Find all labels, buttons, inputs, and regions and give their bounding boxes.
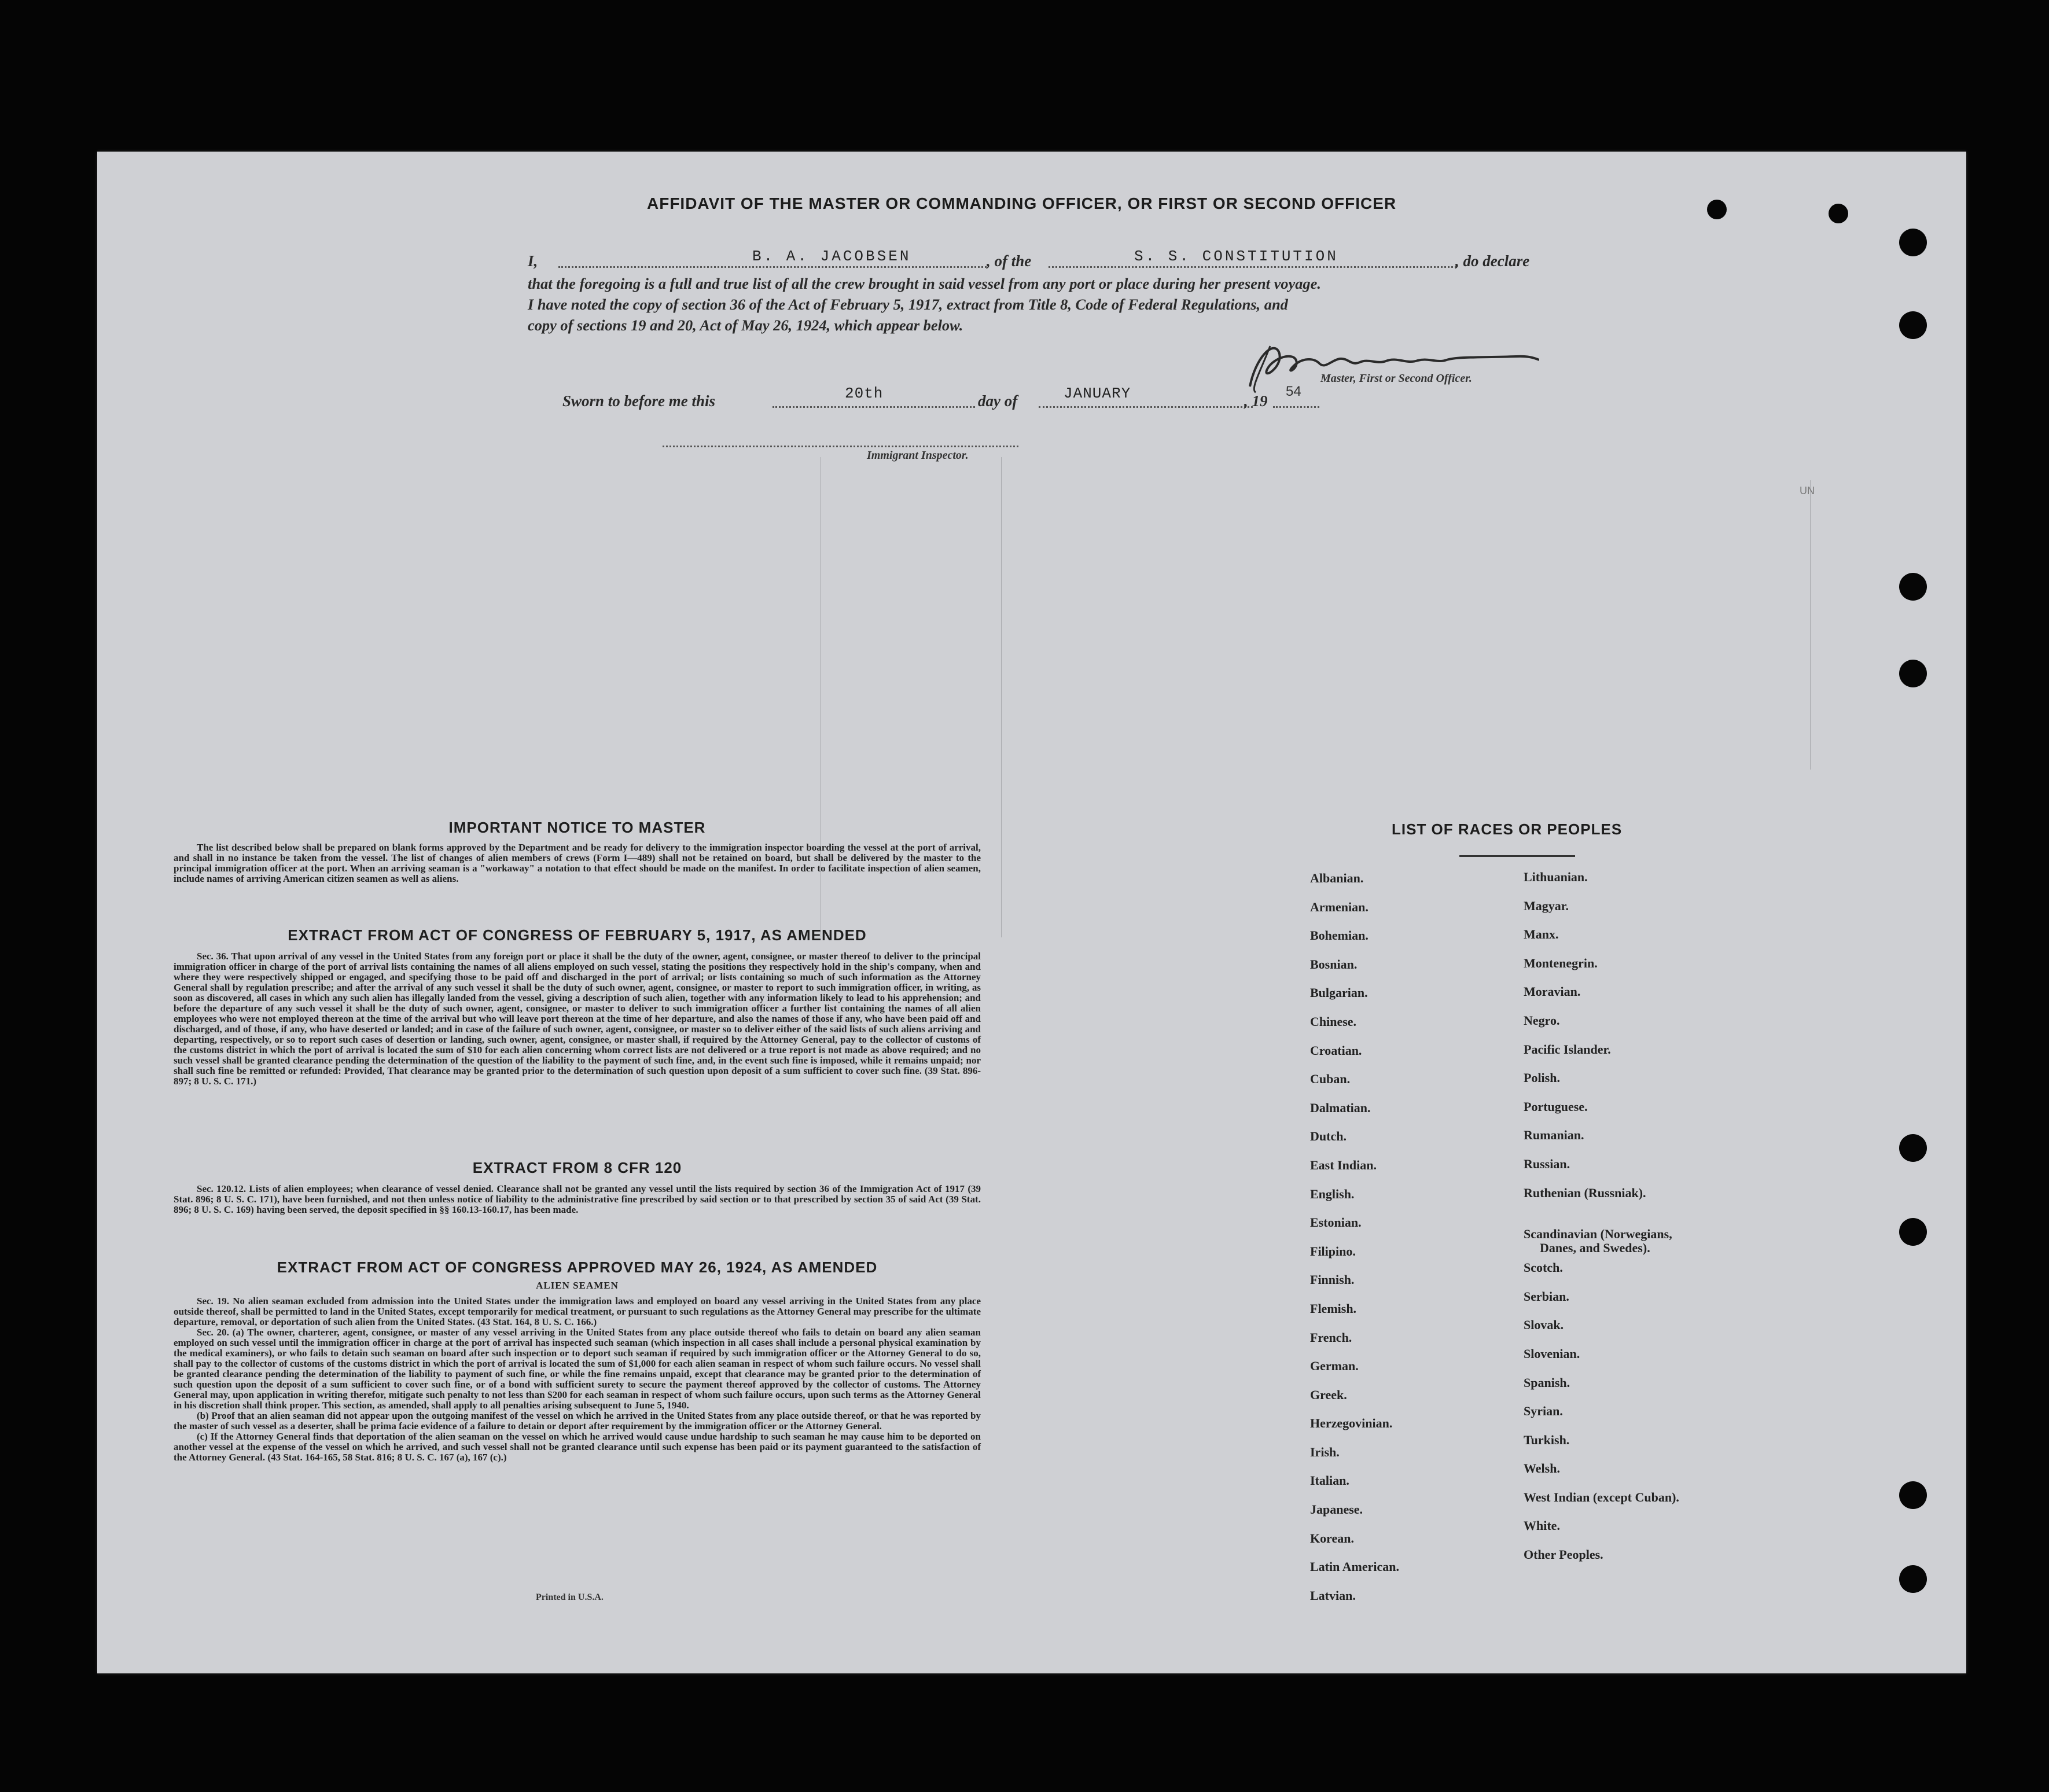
of-the-label: , of the — [987, 252, 1032, 270]
race-item: Polish. — [1524, 1070, 1560, 1085]
master-name-line — [558, 266, 987, 268]
race-item: West Indian (except Cuban). — [1524, 1489, 1679, 1504]
printed-in-usa: Printed in U.S.A. — [536, 1592, 604, 1602]
extract-1917-text: Sec. 36. That upon arrival of any vessel in the United States from any foreign port or place it shall be the duty of the owner, agent, consignee, or master thereof to deliver to the principal immigration officer in charge of the port of arrival lists containing the names of all aliens employed on such vessel, stating the positions they respectively hold in the ship's company, when and where they were respectively shipped or engaged, and specifying those to be paid off and discharged in the port of arrival; or lists containing so much of such information as the Attorney General shall by regulation prescribe; and after the arrival of any such vessel it shall be the duty of such owner, agent, consignee, or master to report to such immigration officer, in writing, as soon as discovered, all cases in which any such alien has illegally landed from the vessel, giving a description of such alien, together with any information likely to lead to his apprehension; and before the departure of any such vessel it shall be the duty of such owner, agent, consignee, or master to deliver to such immigration officer a further list containing the names of all alien employees who were not employed thereon at the time of the arrival but who will leave port thereon at the time of her departure, and also the names of those if any, who have been paid off and discharged, and of those, if any, who have deserted or landed; and in case of the failure of such owner, agent, consignee, or master so to deliver either of the said lists of such aliens arriving and departing, respectively, or so to report such cases of desertion or landing, such owner, agent, consignee, or master shall, if required by the Attorney General, pay to the collector of customs of the customs district in which the port of arrival is located the sum of $10 for each alien concerning whom correct lists are not delivered or a true report is not made as above required; and no such vessel shall be granted clearance pending the determination of the question of the liability to the payment of such fine, and, in the event such fine is imposed, while it remains unpaid; nor shall such fine be remitted or refunded: Provided, That clearance may be granted prior to the determination of such question upon deposit of a sum sufficient to cover such fine. (39 Stat. 896-897; 8 U. S. C. 171.) — [174, 951, 981, 1087]
extract-1924-section — [174, 1259, 981, 1463]
races-left-column — [1310, 871, 1399, 1617]
race-item: Spanish. — [1524, 1375, 1570, 1390]
race-item: Bohemian. — [1310, 928, 1369, 943]
race-item: Japanese. — [1310, 1502, 1363, 1517]
notice-text: The list described below shall be prepared on blank forms approved by the Department and be ready for delivery to the immigration inspector boarding the vessel at the port of arrival, and shall in no instance be taken from the vessel. The list of changes of alien members of crews (Form I—489) shall not be retained on board, but shall be delivered by the master to the principal immigration officer at the port. When an arriving seaman is a "workaway" a notation to that effect should be made on the manifest. In order to facilitate inspection of alien seamen, include names of arriving American citizen seamen as well as aliens. — [174, 842, 981, 884]
race-item: Scandinavian (Norwegians, — [1524, 1227, 1672, 1242]
race-item: Ruthenian (Russniak). — [1524, 1185, 1646, 1200]
race-item: Russian. — [1524, 1156, 1570, 1171]
extract-1917-title: EXTRACT FROM ACT OF CONGRESS OF FEBRUARY 5, 1917, AS AMENDED — [288, 926, 867, 944]
race-item: Slovenian. — [1524, 1346, 1580, 1361]
extract-1924-subtitle: ALIEN SEAMEN — [536, 1280, 619, 1291]
extract-cfr-text: Sec. 120.12. Lists of alien employees; when clearance of vessel denied. Clearance shall not be granted any vessel until the lists required by section 36 of the Immigration Act of 1917 (39 Stat. 896; 8 U. S. C. 171), have been furnished, and not then unless notice of liability to the administrative fine prescribed by said section or to that prescribed by section 35 of said Act (39 Stat. 896; 8 U. S. C. 169) having been served, the deposit specified in §§ 160.13-160.17, has been made. — [174, 1183, 981, 1215]
year-prefix: , 19 — [1244, 392, 1268, 410]
binder-hole — [1899, 1218, 1927, 1246]
race-item: Estonian. — [1310, 1215, 1362, 1230]
affidavit-i-label: I, — [528, 252, 538, 270]
race-item: Latin American. — [1310, 1559, 1399, 1574]
master-signature — [1238, 334, 1539, 398]
master-name: B. A. JACOBSEN — [752, 248, 911, 265]
race-item: Armenian. — [1310, 899, 1369, 914]
affidavit-line-2: that the foregoing is a full and true list of all the crew brought in said vessel from any port or place during her present voyage. — [528, 275, 1321, 292]
binder-hole — [1899, 1134, 1927, 1162]
race-item: Flemish. — [1310, 1301, 1357, 1316]
race-item: Bosnian. — [1310, 956, 1358, 972]
inspector-signature-line — [663, 446, 1018, 447]
sworn-month-line — [1039, 406, 1253, 408]
races-title: LIST OF RACES OR PEOPLES — [1392, 820, 1623, 838]
day-of-label: day of — [978, 392, 1018, 410]
race-item: Magyar. — [1524, 898, 1569, 913]
race-item: Chinese. — [1310, 1014, 1357, 1029]
binder-hole — [1899, 573, 1927, 601]
race-item: Manx. — [1524, 927, 1559, 942]
race-item: Pacific Islander. — [1524, 1042, 1611, 1057]
race-item: Slovak. — [1524, 1318, 1564, 1333]
race-item: Scotch. — [1524, 1260, 1563, 1275]
sworn-label: Sworn to before me this — [562, 392, 716, 410]
binder-hole — [1899, 1565, 1927, 1593]
race-item: Negro. — [1524, 1013, 1560, 1028]
binder-hole — [1829, 204, 1848, 223]
race-item: Bulgarian. — [1310, 985, 1368, 1000]
extract-1917-section — [174, 926, 981, 1087]
declare-label: , do declare — [1455, 252, 1530, 270]
inspector-caption: Immigrant Inspector. — [867, 449, 969, 462]
affidavit-line-4: copy of sections 19 and 20, Act of May 26, 1924, which appear below. — [528, 317, 963, 334]
race-item: East Indian. — [1310, 1157, 1377, 1172]
race-item: Welsh. — [1524, 1461, 1560, 1476]
race-item: Herzegovinian. — [1310, 1416, 1393, 1431]
race-item: Danes, and Swedes). — [1540, 1241, 1650, 1256]
extract-cfr-title: EXTRACT FROM 8 CFR 120 — [472, 1159, 682, 1176]
sworn-month: JANUARY — [1064, 385, 1131, 402]
race-item: Syrian. — [1524, 1404, 1563, 1419]
extract-1924-sec20b: (b) Proof that an alien seaman did not appear upon the outgoing manifest of the vessel on which he arrived in the United States from any place outside thereof, or that he was reported by the master of such vessel as a deserter, shall be prima facie evidence of a failure to detain or deport after requirement by the immigration officer or the Attorney General. — [174, 1410, 981, 1432]
race-item: Latvian. — [1310, 1588, 1356, 1603]
year-line — [1273, 406, 1319, 408]
races-right-column — [1524, 870, 1679, 1577]
race-item: White. — [1524, 1518, 1560, 1533]
race-item: Turkish. — [1524, 1432, 1570, 1447]
margin-mark: UN — [1800, 485, 1815, 496]
race-item: Portuguese. — [1524, 1099, 1588, 1114]
binder-hole — [1899, 660, 1927, 687]
race-item: French. — [1310, 1330, 1352, 1345]
year-suffix: 54 — [1286, 384, 1301, 399]
extract-1924-title: EXTRACT FROM ACT OF CONGRESS APPROVED MAY 26, 1924, AS AMENDED — [277, 1259, 878, 1276]
race-item: Korean. — [1310, 1530, 1354, 1546]
race-item: Lithuanian. — [1524, 870, 1588, 884]
race-item: German. — [1310, 1359, 1359, 1374]
sworn-day-line — [772, 406, 975, 408]
races-title-rule — [1459, 855, 1575, 857]
race-item: Dalmatian. — [1310, 1100, 1371, 1115]
binder-hole — [1899, 1481, 1927, 1509]
race-item: Italian. — [1310, 1473, 1349, 1488]
binder-hole — [1707, 200, 1727, 219]
race-item: Serbian. — [1524, 1289, 1569, 1304]
race-item: Greek. — [1310, 1387, 1347, 1402]
notice-section — [174, 819, 981, 884]
extract-1924-sec20c: (c) If the Attorney General finds that deportation of the alien seaman on the vessel on which he arrived would cause undue hardship to such seaman he may cause him to be deported on another vessel at the expense of the vessel on which he arrived, and such vessel shall not be granted clearance until such expense has been paid or its payment guaranteed to the satisfaction of the Attorney General. (43 Stat. 164-165, 58 Stat. 816; 8 U. S. C. 167 (a), 167 (c).) — [174, 1431, 981, 1463]
race-item: Filipino. — [1310, 1243, 1356, 1259]
sworn-day: 20th — [845, 385, 884, 402]
affidavit-line-3: I have noted the copy of section 36 of the Act of February 5, 1917, extract from Title 8, Code of Federal Regulations, and — [528, 296, 1288, 313]
binder-hole — [1899, 311, 1927, 339]
race-item: Other Peoples. — [1524, 1547, 1603, 1562]
race-item: Montenegrin. — [1524, 955, 1598, 970]
extract-1924-sec19: Sec. 19. No alien seaman excluded from admission into the United States under the immigration laws and employed on board any vessel arriving in the United States from any place outside thereof, shall be permitted to land in the United States, except temporarily for medical treatment, or pursuant to such regulations as the Attorney General may prescribe for the ultimate departure, removal, or deportation of such alien from the United States. (43 Stat. 164, 8 U. S. C. 166.) — [174, 1296, 981, 1327]
ruling-line — [1810, 480, 1811, 770]
extract-1924-sec20a: Sec. 20. (a) The owner, charterer, agent, consignee, or master of any vessel arriving in the United States from any place outside thereof who fails to detain on board any alien seaman employed on such vessel until the immigration officer in charge at the port of arrival has inspected such seaman (which inspection in all cases shall include a personal physical examination by the medical examiners), or who fails to detain such seaman on board after such inspection or to deport such seaman if required by such immigration officer or the Attorney General to do so, shall pay to the collector of customs of the customs district in which the port of arrival is located the sum of $1,000 for each alien seaman in respect of whom such failure occurs. No vessel shall be granted clearance pending the determination of the liability to payment of such fine, or while the fine remains unpaid, except that clearance may be granted prior to the determination of such question upon the deposit of a sum sufficient to cover such fine, or of a bond with sufficient surety to secure the payment thereof approved by the collector of customs. The Attorney General may, upon application in writing therefor, mitigate such penalty to not less than $200 for each seaman in respect of whom such failure occurs, upon such terms as the Attorney General in his discretion shall think proper. This section, as amended, shall apply to all penalties arising subsequent to June 5, 1940. — [174, 1327, 981, 1411]
race-item: Croatian. — [1310, 1043, 1362, 1058]
ruling-line — [1001, 457, 1002, 937]
binder-hole — [1899, 229, 1927, 256]
affidavit-title: AFFIDAVIT OF THE MASTER OR COMMANDING OFFICER, OR FIRST OR SECOND OFFICER — [647, 194, 1397, 212]
race-item: Albanian. — [1310, 871, 1364, 885]
vessel-name-line — [1049, 266, 1456, 268]
notice-title: IMPORTANT NOTICE TO MASTER — [448, 819, 706, 836]
vessel-name: S. S. CONSTITUTION — [1134, 248, 1338, 265]
extract-cfr-section — [174, 1159, 981, 1215]
race-item: Irish. — [1310, 1444, 1340, 1459]
signature-caption: Master, First or Second Officer. — [1320, 372, 1472, 385]
race-item: Finnish. — [1310, 1272, 1355, 1287]
race-item: Dutch. — [1310, 1129, 1347, 1144]
race-item: English. — [1310, 1186, 1355, 1201]
race-item: Rumanian. — [1524, 1128, 1584, 1143]
race-item: Moravian. — [1524, 984, 1581, 999]
race-item: Cuban. — [1310, 1072, 1351, 1087]
